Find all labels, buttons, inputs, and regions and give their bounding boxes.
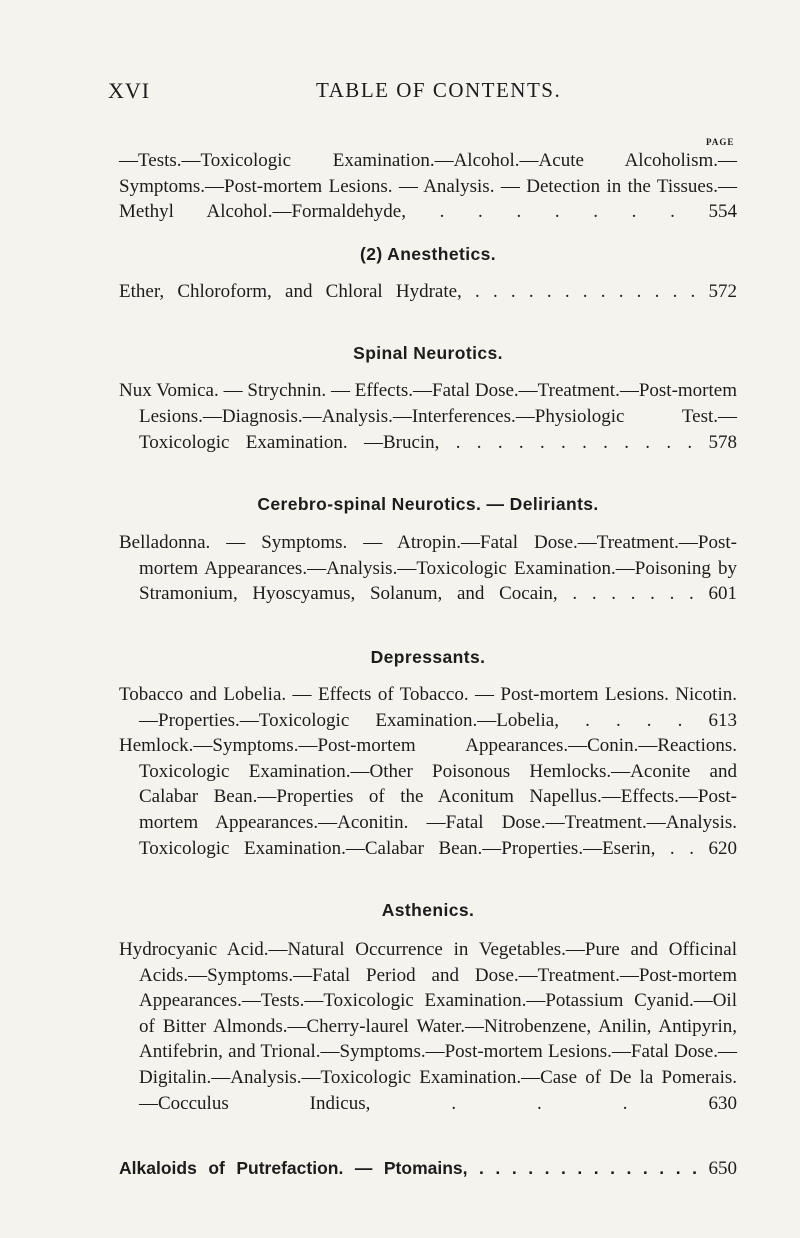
toc-entry-ptomains [119,1156,737,1181]
toc-entry-alcohol [119,148,737,225]
toc-entry-text: —Tests.—Toxicologic Examination.—Alcohol.—Acute Alcoholism.— Symptoms.—Post-mortem Lesions. — Analysis. — Detection in the Tissues.—Methyl Alcohol.—Formaldehyde, . . . . . . . [119,150,737,223]
toc-entry-text: Ether, Chloroform, and Chloral Hydrate, . . . . . . . . . . . . . [119,280,696,302]
toc-entry-page: 601 [708,583,738,605]
toc-entry-page: 650 [708,1158,737,1180]
page-number: XVI [108,78,151,103]
toc-entry-page: 554 [708,201,737,223]
section-heading-depressants: Depressants. [370,646,486,667]
toc-entry-text: Hemlock.—Symptoms.—Post-mortem Appearances.—Conin.—Reactions. Toxicologic Examination.—Other Poisonous Hemlocks.—Aconite and Calabar Bean.—Properties of the Aconitum Napellus.—Effects.—Post-mortem Appearances.—Aconitin. —Fatal Dose.—Treatment.—Analysis. Toxicologic Examination.—Calabar Bean.—Properties.—Eserin, . . [119,735,737,859]
toc-entry-page: 630 [708,1092,737,1114]
contents-body [119,148,737,1199]
page-column-label: PAGE [706,137,735,147]
toc-entry-page: 572 [708,280,738,302]
toc-entry-belladonna [119,530,737,607]
toc-entry-page: 578 [708,431,738,453]
section-heading-spinal-neurotics: Spinal Neurotics. [353,343,503,364]
running-head [108,78,738,106]
toc-entry-hydrocyanic-acid [119,937,737,1116]
toc-entry-tobacco [119,682,737,733]
toc-entry-page: 620 [708,837,737,859]
toc-entry-text: Tobacco and Lobelia. — Effects of Tobacco. — Post-mortem Lesions. Nicotin.—Properties.—Toxicologic Examination.—Lobelia, . . . . [119,683,737,731]
section-heading-asthenics: Asthenics. [381,900,475,921]
toc-entry-text: Alkaloids of Putrefaction. — Ptomains, . . . . . . . . . . . . . . [119,1158,697,1179]
section-heading-cerebro-spinal: Cerebro-spinal Neurotics. — Deliriants. [257,494,599,515]
page-title: TABLE OF CONTENTS. [316,78,562,102]
toc-entry-text: Nux Vomica. — Strychnin. — Effects.—Fatal Dose.—Treatment.—Post-mortem Lesions.—Diagnosis.—Analysis.—Interferences.—Physiologic Test.—Toxicologic Examination. —Brucin, . . . . . . . . . . . . [119,380,737,453]
toc-entry-page: 613 [708,709,738,731]
toc-entry-text: Hydrocyanic Acid.—Natural Occurrence in Vegetables.—Pure and Officinal Acids.—Symptoms.—Fatal Period and Dose.—Treatment.—Post-mortem Appearances.—Tests.—Toxicologic Examination.—Potassium Cyanid.—Oil of Bitter Almonds.—Cherry-laurel Water.—Nitrobenzene, Anilin, Antipyrin, Antifebrin, and Trional.—Symptoms.—Post-mortem Lesions.—Fatal Dose.—Digitalin.—Analysis.—Toxicologic Examination.—Case of De la Pomerais.—Cocculus Indicus, . . . [119,939,737,1114]
toc-entry-nux-vomica [119,378,737,455]
toc-entry-anesthetics [119,279,737,305]
toc-entry-hemlock [119,733,737,861]
toc-entry-text: Belladonna. — Symptoms. — Atropin.—Fatal Dose.—Treatment.—Post-mortem Appearances.—Analysis.—Toxicologic Examination.—Poisoning by Stramonium, Hyoscyamus, Solanum, and Cocain, . . . . . . . [119,532,737,605]
section-heading-anesthetics: (2) Anesthetics. [359,243,497,264]
